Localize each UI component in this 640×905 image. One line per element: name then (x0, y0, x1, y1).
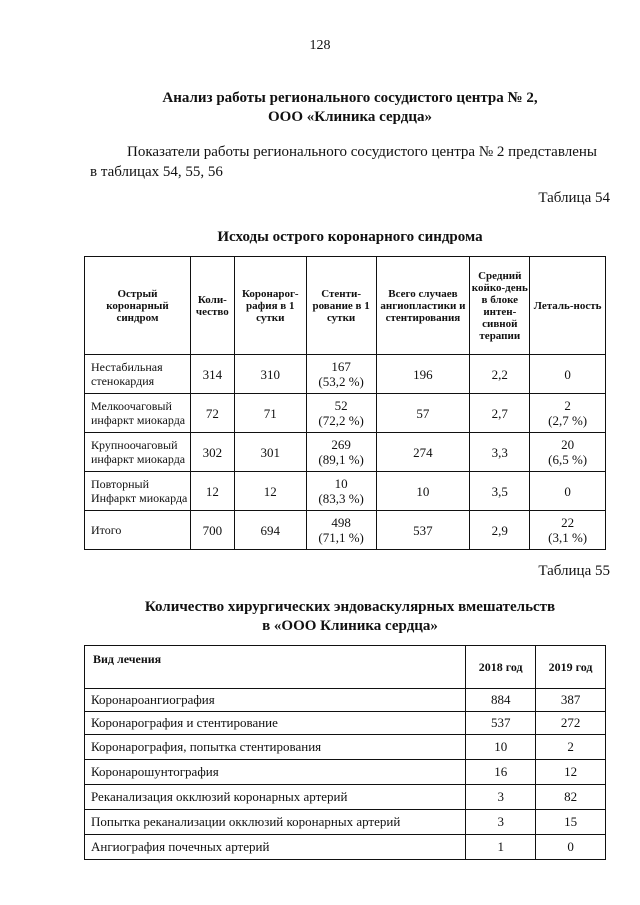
cell-value: 52 (334, 398, 348, 413)
table54-header-count: Коли-чество (190, 257, 234, 355)
cell-percent: (71,1 %) (318, 530, 364, 545)
table-cell: 16 (466, 760, 536, 785)
table-cell: 2 (536, 735, 606, 760)
table-cell: Нестабильная стенокардия (85, 355, 191, 394)
cell-value: 0 (564, 366, 571, 382)
table-cell: Коронарошунтография (85, 760, 466, 785)
table54-title: Исходы острого коронарного синдрома (217, 229, 483, 245)
table-cell: 537 (466, 712, 536, 735)
table-cell: 3,5 (470, 472, 530, 511)
table-cell (530, 511, 606, 550)
table-cell: Крупноочаговый инфаркт миокарда (85, 433, 191, 472)
intro-line1: Показатели работы регионального сосудистого центра № 2 представлены (127, 144, 597, 160)
page-number: 128 (309, 38, 331, 53)
table-row (85, 433, 606, 472)
table-cell: 274 (376, 433, 470, 472)
table-cell: 12 (234, 472, 306, 511)
table-cell: 72 (190, 394, 234, 433)
table-cell: Коронарография и стентирование (85, 712, 466, 735)
table-cell (530, 355, 606, 394)
table-cell: 537 (376, 511, 470, 550)
table-cell: 3 (466, 785, 536, 810)
table55-header-2018: 2018 год (466, 646, 536, 689)
table-row (85, 810, 606, 835)
table-row (85, 760, 606, 785)
table55-title-line2: в «ООО Клиника сердца» (262, 618, 438, 634)
table-cell: 12 (190, 472, 234, 511)
cell-value: 2 (564, 398, 571, 413)
table54-header-bed-days: Средний койко-день в блоке интен-сивной терапии (470, 257, 530, 355)
cell-percent: (83,3 %) (318, 491, 364, 506)
table-cell (306, 355, 376, 394)
table-cell: 1 (466, 835, 536, 860)
cell-percent: (89,1 %) (318, 452, 364, 467)
table55-caption: Таблица 55 (538, 563, 610, 579)
table-cell: 57 (376, 394, 470, 433)
table-cell: 10 (376, 472, 470, 511)
table55 (84, 645, 606, 860)
table-cell: Ангиография почечных артерий (85, 835, 466, 860)
table-cell: 2,9 (470, 511, 530, 550)
table-cell: 2,7 (470, 394, 530, 433)
table-cell: Попытка реканализации окклюзий коронарных артерий (85, 810, 466, 835)
cell-percent: (3,1 %) (548, 530, 588, 545)
table-cell (306, 472, 376, 511)
table-row (85, 835, 606, 860)
table-cell: Мелкоочаговый инфаркт миокарда (85, 394, 191, 433)
table-row (85, 712, 606, 735)
table54-header-cag: Коронарог-рафия в 1 сутки (234, 257, 306, 355)
table-cell: Реканализация окклюзий коронарных артерий (85, 785, 466, 810)
table-cell: 82 (536, 785, 606, 810)
table-cell: 301 (234, 433, 306, 472)
table54-header-lethality: Леталь-ность (530, 257, 606, 355)
cell-value: 498 (331, 515, 351, 530)
table-cell: 15 (536, 810, 606, 835)
table-cell: 700 (190, 511, 234, 550)
table54-header-row (85, 257, 606, 355)
table-cell: 71 (234, 394, 306, 433)
table-row-total (85, 511, 606, 550)
section-heading-line2: ООО «Клиника сердца» (267, 109, 432, 125)
table-row (85, 735, 606, 760)
table-cell: 3 (466, 810, 536, 835)
table-row (85, 785, 606, 810)
table55-header-row (85, 646, 606, 689)
table55-header-2019: 2019 год (536, 646, 606, 689)
table-cell: 3,3 (470, 433, 530, 472)
table-cell: 272 (536, 712, 606, 735)
cell-value: 269 (331, 437, 351, 452)
table54-header-total: Всего случаев ангиопластики и стентирования (376, 257, 470, 355)
table55-title-line1: Количество хирургических эндоваскулярных вмешательств (144, 599, 556, 615)
table-cell: 884 (466, 689, 536, 712)
table-cell (306, 511, 376, 550)
table-row (85, 394, 606, 433)
table54 (84, 256, 606, 550)
table-cell (530, 433, 606, 472)
table54-header-stenting: Стенти-рование в 1 сутки (306, 257, 376, 355)
table-cell: 0 (536, 835, 606, 860)
cell-value: 20 (561, 437, 575, 452)
cell-value: 0 (564, 483, 571, 499)
table-row (85, 472, 606, 511)
table-cell: Коронароангиография (85, 689, 466, 712)
section-heading-line1: Анализ работы регионального сосудистого центра № 2, (162, 90, 538, 106)
table-cell: 302 (190, 433, 234, 472)
table-cell: 314 (190, 355, 234, 394)
cell-percent: (72,2 %) (318, 413, 364, 428)
table-cell: Итого (85, 511, 191, 550)
table-cell: 196 (376, 355, 470, 394)
cell-percent: (6,5 %) (548, 452, 588, 467)
table-cell: Коронарография, попытка стентирования (85, 735, 466, 760)
table-cell: Повторный Инфаркт миокарда (85, 472, 191, 511)
cell-percent: (53,2 %) (318, 374, 364, 389)
table-cell: 12 (536, 760, 606, 785)
cell-value: 22 (561, 515, 575, 530)
table-cell: 387 (536, 689, 606, 712)
table55-header-treatment: Вид лечения (85, 646, 466, 689)
cell-percent: (2,7 %) (548, 413, 588, 428)
table-cell (306, 433, 376, 472)
table-cell (306, 394, 376, 433)
table54-caption: Таблица 54 (538, 190, 610, 206)
table-cell: 10 (466, 735, 536, 760)
table-cell: 310 (234, 355, 306, 394)
table-row (85, 355, 606, 394)
table-cell: 694 (234, 511, 306, 550)
cell-value: 10 (334, 476, 348, 491)
table-cell: 2,2 (470, 355, 530, 394)
intro-line2: в таблицах 54, 55, 56 (90, 164, 223, 180)
intro-paragraph (90, 142, 610, 182)
table-cell (530, 472, 606, 511)
table54-header-syndrome: Острый коронарный синдром (85, 257, 191, 355)
cell-value: 167 (331, 359, 351, 374)
table-row (85, 689, 606, 712)
table-cell (530, 394, 606, 433)
